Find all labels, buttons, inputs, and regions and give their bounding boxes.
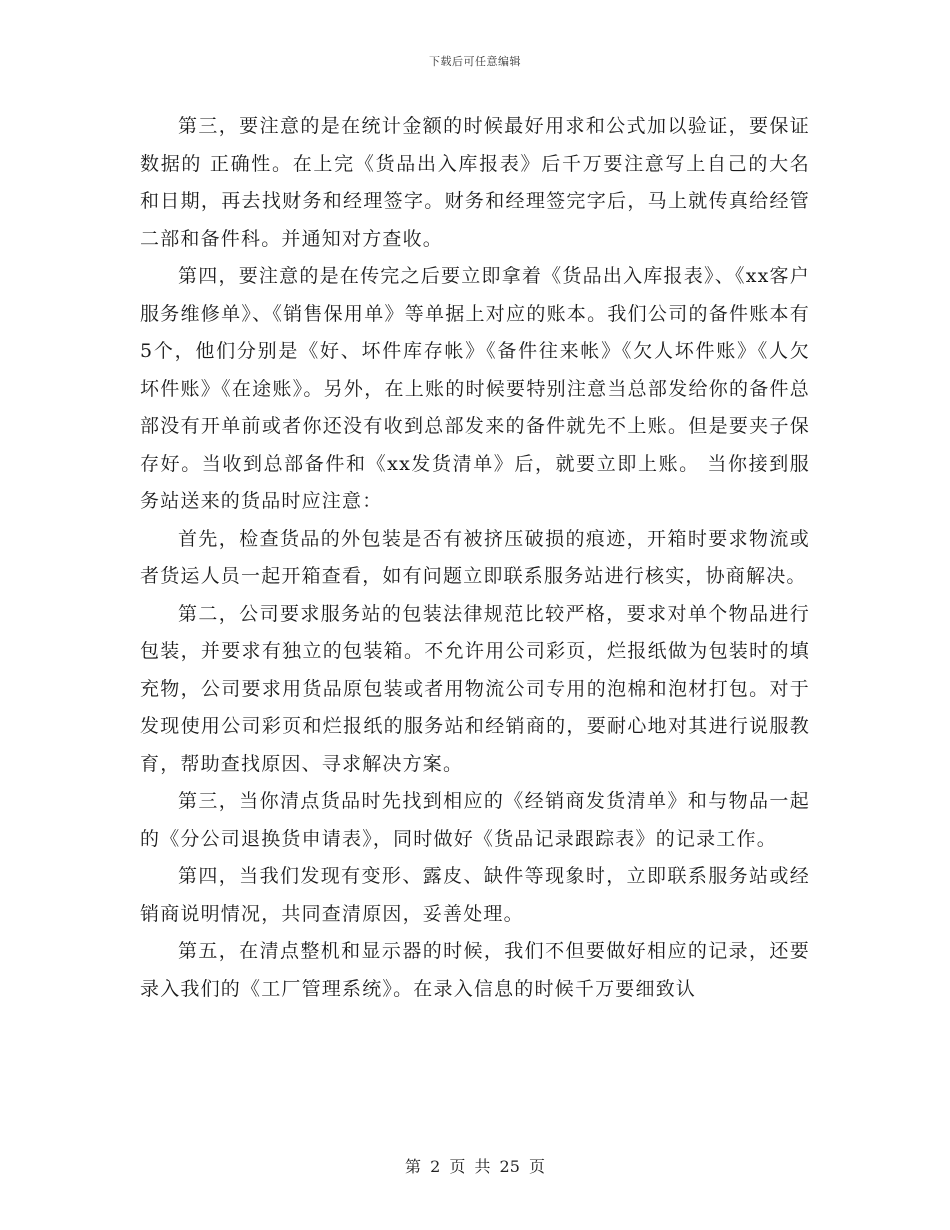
document-body (140, 108, 810, 1008)
paragraph: 第四，当我们发现有变形、露皮、缺件等现象时，立即联系服务站或经销商说明情况，共同查清原因，妥善处理。 (140, 865, 810, 925)
paragraph: 第三，当你清点货品时先找到相应的《经销商发货清单》和与物品一起的《分公司退换货申请表》，同时做好《货品记录跟踪表》的记录工作。 (140, 790, 810, 850)
page-number-footer: 第 2 页 共 25 页 (405, 1157, 545, 1176)
page-header: 下载后可任意编辑 (429, 55, 521, 68)
paragraph: 第四，要注意的是在传完之后要立即拿着《货品出入库报表》、《xx客户服务维修单》、《销售保用单》等单据上对应的账本。我们公司的备件账本有5个，他们分别是《好、坏件库存帐》《备件往来帐》《欠人坏件账》《人欠坏件账》《在途账》。另外，在上账的时候要特别注意当总部发给你的备件总部没有开单前或者你还没有收到总部发来的备件就先不上账。但是要夹子保存好。当收到总部备件和《xx发货清单》后，就要立即上账。 当你接到服务站送来的货品时应注意： (140, 265, 810, 512)
paragraph: 第三，要注意的是在统计金额的时候最好用求和公式加以验证，要保证数据的 正确性。在上完《货品出入库报表》后千万要注意写上自己的大名和日期，再去找财务和经理签字。财务和经理签完字后，马上就传真给经管二部和备件科。并通知对方查收。 (140, 115, 810, 250)
paragraph: 首先，检查货品的外包装是否有被挤压破损的痕迹，开箱时要求物流或者货运人员一起开箱查看，如有问题立即联系服务站进行核实，协商解决。 (140, 527, 810, 587)
paragraph: 第五，在清点整机和显示器的时候，我们不但要做好相应的记录，还要录入我们的《工厂管理系统》。在录入信息的时候千万要细致认 (140, 940, 810, 1000)
paragraph: 第二，公司要求服务站的包装法律规范比较严格，要求对单个物品进行包装，并要求有独立的包装箱。不允许用公司彩页，烂报纸做为包装时的填充物，公司要求用货品原包装或者用物流公司专用的泡棉和泡材打包。对于发现使用公司彩页和烂报纸的服务站和经销商的，要耐心地对其进行说服教育，帮助查找原因、寻求解决方案。 (140, 602, 810, 775)
